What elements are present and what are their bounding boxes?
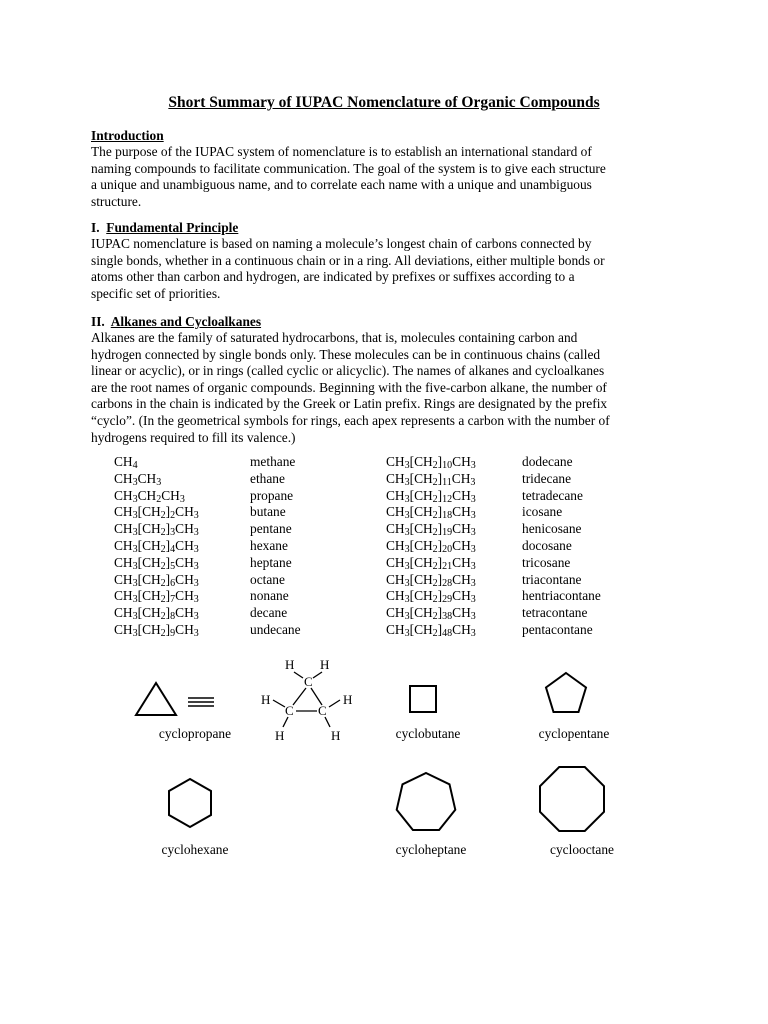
alkane-row xyxy=(114,454,374,471)
alkane-formula: $CH_3[CH_2]_{28}CH_3$ xyxy=(386,571,476,589)
section2-line: hydrogens required to fill its valence.) xyxy=(91,429,296,445)
alkane-formula: $CH_3[CH_2]_4CH_3$ xyxy=(114,537,199,555)
section2-line: carbons in the chain is indicated by the Greek or Latin prefix. Rings are designated by the prefix xyxy=(91,396,608,412)
alkane-row xyxy=(114,488,374,505)
atom-h-label: H xyxy=(331,728,341,743)
section2-heading-text: Alkanes and Cycloalkanes xyxy=(110,314,262,329)
alkane-row xyxy=(386,538,646,555)
alkane-row xyxy=(114,605,374,622)
alkane-formula: $CH_3[CH_2]_5CH_3$ xyxy=(114,554,199,572)
alkane-row xyxy=(386,622,646,639)
section1-heading-text: Fundamental Principle xyxy=(106,220,239,235)
atom-h-label: H xyxy=(320,657,330,672)
cyclohexane-label: cyclohexane xyxy=(161,842,229,857)
alkane-name: hexane xyxy=(250,537,288,553)
alkane-formula: $CH_3[CH_2]_{19}CH_3$ xyxy=(386,521,476,539)
intro-line: naming compounds to facilitate communication. The goal of the system is to give each structure xyxy=(91,160,606,176)
alkane-formula: $CH_3[CH_2]_7CH_3$ xyxy=(114,588,199,606)
alkane-row xyxy=(386,555,646,572)
cyclopropane-structure-diagram xyxy=(255,653,365,745)
alkane-formula: $CH_3[CH_2]_{20}CH_3$ xyxy=(386,537,476,555)
atom-c-label: C xyxy=(285,703,294,718)
alkane-name: propane xyxy=(250,487,294,503)
section1-heading xyxy=(91,220,238,237)
intro-heading-text: Introduction xyxy=(91,128,164,143)
intro-heading xyxy=(91,128,164,145)
alkane-formula: $CH_3[CH_2]_9CH_3$ xyxy=(114,621,199,639)
alkane-formula: $CH_4$ xyxy=(114,454,138,471)
cycloheptane-label: cycloheptane xyxy=(395,842,467,857)
alkane-name: pentacontane xyxy=(522,621,593,637)
alkane-name: tetracontane xyxy=(522,605,588,621)
cyclopropane-triangle-icon xyxy=(130,680,220,718)
alkane-name: icosane xyxy=(522,504,563,520)
alkane-name: octane xyxy=(250,571,285,587)
section2-line: are the root names of organic compounds. Beginning with the five-carbon alkane, the number of xyxy=(91,379,607,395)
alkane-row xyxy=(114,622,374,639)
alkane-row xyxy=(114,471,374,488)
alkane-name: nonane xyxy=(250,588,289,604)
alkane-row xyxy=(114,555,374,572)
section2-line: Alkanes are the family of saturated hydrocarbons, that is, molecules containing carbon and xyxy=(91,330,578,345)
atom-h-label: H xyxy=(275,728,285,743)
alkane-name: decane xyxy=(250,605,288,621)
alkane-formula: $CH_3[CH_2]_{18}CH_3$ xyxy=(386,504,476,522)
atom-h-label: H xyxy=(343,692,353,707)
alkane-row xyxy=(386,454,646,471)
section2-heading xyxy=(91,314,261,331)
alkane-name: tetradecane xyxy=(522,487,583,503)
alkane-formula: $CH_3[CH_2]_{10}CH_3$ xyxy=(386,454,476,471)
section1-line: atoms other than carbon and hydrogen, are indicated by prefixes or suffixes according to a xyxy=(91,269,575,285)
intro-line: a unique and unambiguous name, and to correlate each name with a unique and unambiguous xyxy=(91,177,592,193)
alkane-name: docosane xyxy=(522,537,572,553)
alkane-name: tricosane xyxy=(522,554,571,570)
section1-paragraph xyxy=(91,236,691,302)
cyclopropane-label: cyclopropane xyxy=(158,726,232,741)
document-title: Short Summary of IUPAC Nomenclature of Organic Compounds xyxy=(168,94,600,111)
intro-line: structure. xyxy=(91,193,142,209)
section2-line: linear or acyclic), or in rings (called cyclic or alicyclic). The names of alkanes and cycloalkanes xyxy=(91,363,605,379)
section1-line: IUPAC nomenclature is based on naming a molecule’s longest chain of carbons connected by xyxy=(91,236,592,251)
intro-paragraph xyxy=(91,144,691,210)
alkane-formula: $CH_3[CH_2]_{29}CH_3$ xyxy=(386,588,476,606)
section1-line: specific set of priorities. xyxy=(91,285,221,301)
alkane-row xyxy=(386,488,646,505)
atom-c-label: C xyxy=(318,703,327,718)
section2-paragraph xyxy=(91,330,691,446)
alkane-name: henicosane xyxy=(522,521,582,537)
alkane-row xyxy=(386,521,646,538)
section2-line: hydrogen connected by single bonds only. These molecules can be in continuous chains (called xyxy=(91,346,601,362)
atom-c-label: C xyxy=(304,674,313,689)
alkane-name: heptane xyxy=(250,554,292,570)
alkane-row xyxy=(114,588,374,605)
alkane-name: tridecane xyxy=(522,470,572,486)
alkane-name: methane xyxy=(250,454,296,469)
alkane-row xyxy=(386,471,646,488)
alkane-row xyxy=(386,572,646,589)
alkane-formula: $CH_3[CH_2]_{11}CH_3$ xyxy=(386,470,476,488)
alkane-formula: $CH_3CH_2CH_3$ xyxy=(114,487,185,505)
alkane-row xyxy=(114,504,374,521)
atom-h-label: H xyxy=(285,657,295,672)
cycloheptane-heptagon-icon xyxy=(392,770,460,834)
alkane-row xyxy=(114,572,374,589)
atom-h-label: H xyxy=(261,692,271,707)
cyclopentane-label: cyclopentane xyxy=(538,726,610,741)
intro-line: The purpose of the IUPAC system of nomenclature is to establish an international standard of xyxy=(91,144,592,159)
alkane-name: hentriacontane xyxy=(522,588,601,604)
alkane-formula: $CH_3[CH_2]_6CH_3$ xyxy=(114,571,199,589)
alkane-formula: $CH_3[CH_2]_{38}CH_3$ xyxy=(386,605,476,623)
cyclohexane-hexagon-icon xyxy=(165,776,215,830)
alkane-row xyxy=(114,538,374,555)
alkane-name: ethane xyxy=(250,470,285,486)
alkane-formula: $CH_3[CH_2]_3CH_3$ xyxy=(114,521,199,539)
alkane-name: dodecane xyxy=(522,454,573,469)
section1-number: I. xyxy=(91,220,100,235)
cyclobutane-label: cyclobutane xyxy=(395,726,461,741)
alkane-name: butane xyxy=(250,504,286,520)
cyclooctane-label: cyclooctane xyxy=(550,842,614,857)
alkane-row xyxy=(114,521,374,538)
section2-number: II. xyxy=(91,314,105,329)
alkane-formula: $CH_3[CH_2]_{21}CH_3$ xyxy=(386,554,476,572)
alkane-formula: $CH_3[CH_2]_2CH_3$ xyxy=(114,504,199,522)
section1-line: single bonds, whether in a continuous chain or in a ring. All deviations, either multiple bonds or xyxy=(91,252,605,268)
alkane-name: undecane xyxy=(250,621,301,637)
alkane-name: pentane xyxy=(250,521,292,537)
alkane-list-right xyxy=(386,454,646,639)
alkane-formula: $CH_3[CH_2]_{48}CH_3$ xyxy=(386,621,476,639)
alkane-list-left xyxy=(114,454,374,639)
cyclopentane-pentagon-icon xyxy=(542,670,590,716)
section2-line: “cyclo”. (In the geometrical symbols for rings, each apex represents a carbon with the number of xyxy=(91,412,610,428)
cyclooctane-octagon-icon xyxy=(537,764,607,834)
alkane-formula: $CH_3[CH_2]_8CH_3$ xyxy=(114,605,199,623)
alkane-formula: $CH_3CH_3$ xyxy=(114,470,162,488)
alkane-row xyxy=(386,588,646,605)
alkane-row xyxy=(386,504,646,521)
alkane-name: triacontane xyxy=(522,571,582,587)
alkane-formula: $CH_3[CH_2]_{12}CH_3$ xyxy=(386,487,476,505)
alkane-row xyxy=(386,605,646,622)
cyclobutane-square-icon xyxy=(408,684,438,714)
